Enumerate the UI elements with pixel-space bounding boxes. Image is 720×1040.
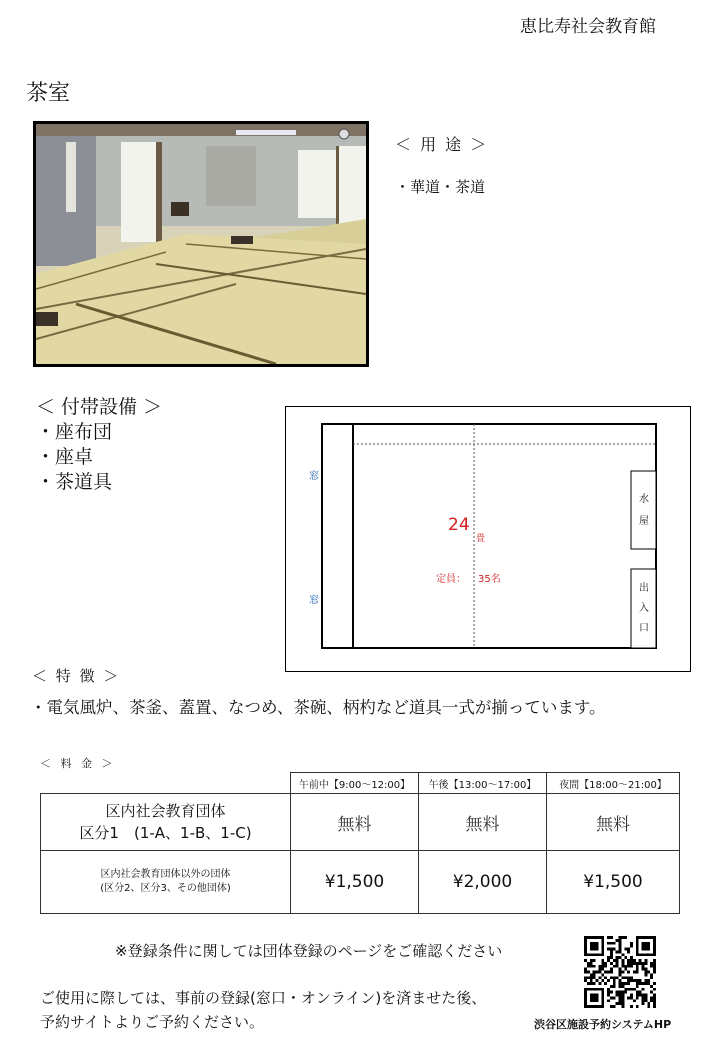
facility-name: 恵比寿社会教育館 bbox=[520, 17, 656, 37]
equipment-item-table: ・座卓 bbox=[36, 446, 94, 468]
features-heading: ＜ 特 徴 ＞ bbox=[32, 667, 121, 685]
column-afternoon: 午後【13:00～17:00】 bbox=[419, 773, 547, 794]
capacity-value: 35名 bbox=[478, 574, 501, 585]
floor-plan bbox=[285, 406, 691, 672]
group-category: (区分2、区分3、その他団体) bbox=[100, 883, 231, 894]
column-evening: 夜間【18:00～21:00】 bbox=[547, 773, 680, 794]
qr-code-icon bbox=[584, 936, 656, 1008]
tatami-count: 24 bbox=[448, 515, 470, 535]
fee-table-corner bbox=[41, 773, 291, 794]
usage-note-line1: ご使用に際しては、事前の登録(窓口・オンライン)を済ませた後、 bbox=[40, 989, 487, 1007]
fees-heading: ＜ 料 金 ＞ bbox=[40, 757, 116, 770]
equipment-heading: ＜ 付帯設備 ＞ bbox=[36, 396, 163, 418]
price-cell: ¥1,500 bbox=[291, 851, 419, 914]
room-title: 茶室 bbox=[26, 81, 71, 106]
qr-code[interactable] bbox=[584, 936, 656, 1008]
floor-plan-drawing bbox=[286, 407, 690, 671]
group-cell bbox=[41, 794, 291, 851]
tatami-unit: 畳 bbox=[476, 534, 486, 544]
price-cell: ¥2,000 bbox=[419, 851, 547, 914]
equipment-item-cushion: ・座布団 bbox=[36, 421, 113, 443]
window-label-top: 窓 bbox=[309, 471, 319, 482]
room-photo bbox=[33, 121, 369, 367]
price-cell: 無料 bbox=[419, 794, 547, 851]
table-row bbox=[41, 794, 680, 851]
capacity-label: 定員： bbox=[436, 574, 466, 585]
group-category: 区分1 (1-A、1-B、1-C) bbox=[79, 824, 252, 842]
column-morning: 午前中【9:00～12:00】 bbox=[291, 773, 419, 794]
group-name: 区内社会教育団体以外の団体 bbox=[100, 869, 231, 880]
group-name: 区内社会教育団体 bbox=[105, 802, 226, 820]
price-cell: 無料 bbox=[291, 794, 419, 851]
usage-heading: ＜ 用 途 ＞ bbox=[395, 135, 489, 154]
usage-note-line2: 予約サイトよりご予約ください。 bbox=[40, 1013, 264, 1031]
fee-table bbox=[40, 772, 680, 914]
equipment-item-tea-utensils: ・茶道具 bbox=[36, 471, 113, 493]
usage-item: ・華道・茶道 bbox=[395, 178, 486, 196]
usage-note bbox=[40, 986, 486, 1034]
price-cell: 無料 bbox=[547, 794, 680, 851]
entrance-label: 出入口 bbox=[639, 583, 649, 634]
features-text: ・電気風炉、茶釜、蓋置、なつめ、茶碗、柄杓など道具一式が揃っています。 bbox=[30, 698, 606, 717]
sink-area-label: 水屋 bbox=[639, 494, 649, 527]
group-cell bbox=[41, 851, 291, 914]
price-cell: ¥1,500 bbox=[547, 851, 680, 914]
window-label-bottom: 窓 bbox=[309, 595, 319, 606]
tatami-room-illustration bbox=[36, 124, 366, 364]
registration-note: ※登録条件に関しては団体登録のページをご確認ください bbox=[115, 942, 503, 960]
table-row bbox=[41, 851, 680, 914]
qr-label[interactable]: 渋谷区施設予約システムHP bbox=[534, 1018, 672, 1031]
